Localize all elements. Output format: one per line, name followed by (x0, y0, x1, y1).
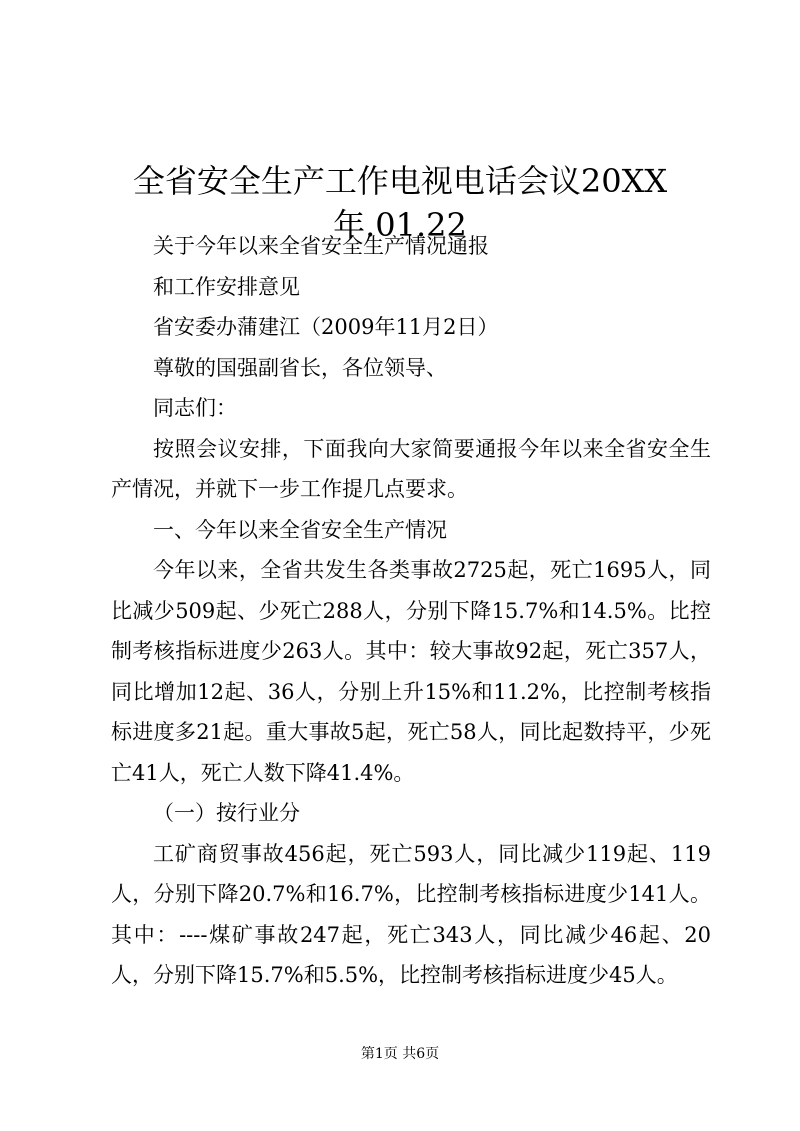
subsection-heading-1: （一）按行业分 (153, 801, 300, 825)
paragraph-industry-stats: 工矿商贸事故456起，死亡593人，同比减少119起、119人，分别下降20.7%和16.7%，比控制考核指标进度少141人。其中：----煤矿事故247起，死亡343人，同比减少46起、20人，分别下降15.7%和5.5%，比控制考核指标进度少45人。 (111, 841, 711, 987)
paragraph-intro: 按照会议安排，下面我向大家简要通报今年以来全省安全生产情况，并就下一步工作提几点要求。 (111, 436, 711, 501)
paragraph-report-heading: 关于今年以来全省安全生产情况通报 (153, 234, 489, 258)
title-line-1: 全省安全生产工作电视电话会议20XX (132, 162, 668, 201)
page-footer: 第1页 共6页 (360, 1046, 440, 1062)
paragraph-salutation-cont: 同志们： (153, 396, 237, 420)
document-body (111, 226, 711, 996)
paragraph-report-subheading: 和工作安排意见 (153, 274, 300, 299)
section-heading-1: 一、今年以来全省安全生产情况 (153, 517, 447, 542)
title-line-2: 年.01.22 (333, 206, 467, 245)
paragraph-author-date: 省安委办蒲建江（2009年11月2日） (153, 315, 499, 339)
paragraph-overview-stats: 今年以来，全省共发生各类事故2725起，死亡1695人，同比减少509起、少死亡288人，分别下降15.7%和14.5%。比控制考核指标进度少263人。其中：较大事故92起，死亡357人，同比增加12起、36人，分别上升15%和11.2%，比控制考核指标进度多21起。重大事故5起，死亡58人，同比起数持平，少死亡41人，死亡人数下降41.4%。 (111, 558, 711, 785)
paragraph-salutation: 尊敬的国强副省长，各位领导、 (153, 355, 447, 380)
